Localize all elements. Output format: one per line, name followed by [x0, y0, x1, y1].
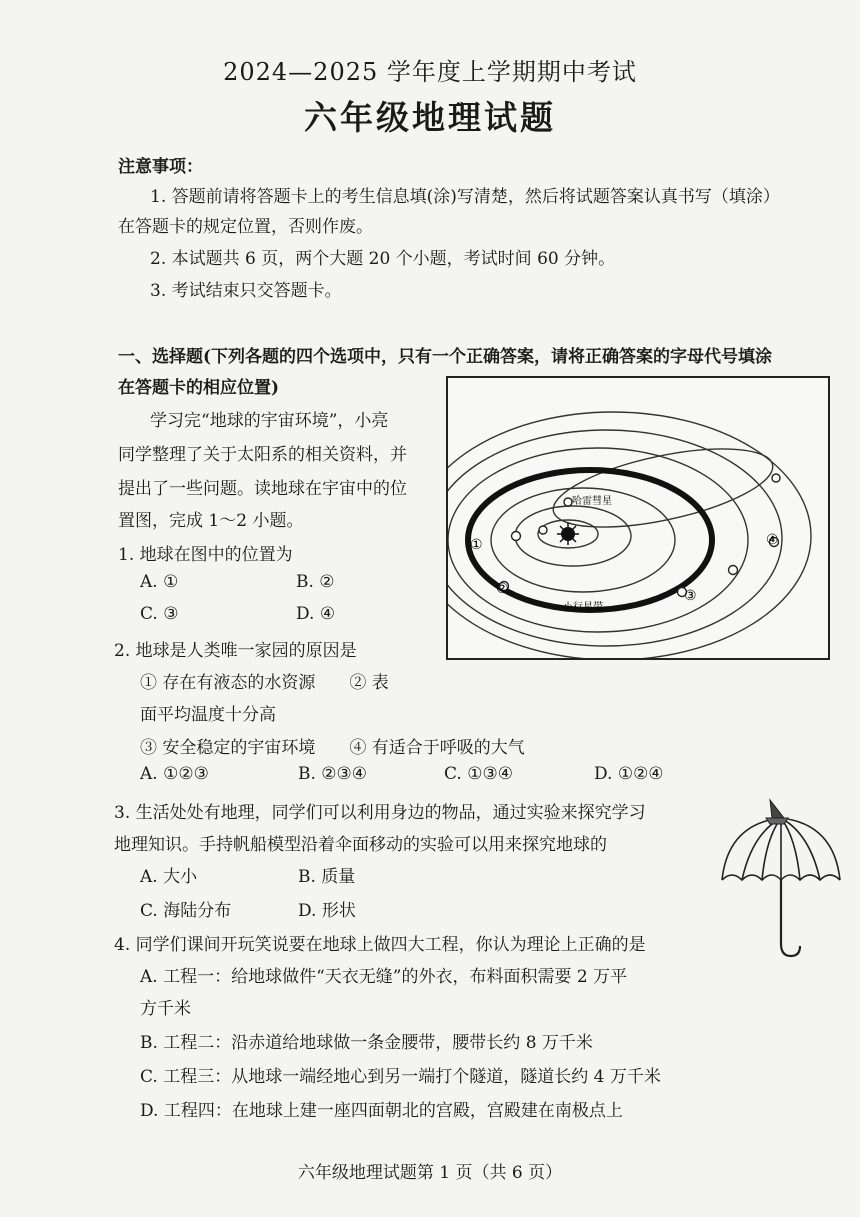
section1-heading-cont: 在答题卡的相应位置)	[118, 378, 280, 398]
planet-dot	[512, 532, 521, 541]
notice-item-2: 2. 本试题共 6 页，两个大题 20 个小题，考试时间 60 分钟。	[150, 249, 616, 269]
q2-option-b: B. ②③④	[298, 764, 368, 784]
solar-system-figure	[446, 376, 830, 660]
q3-option-c: C. 海陆分布	[140, 901, 232, 921]
marker-4: ④	[766, 532, 779, 548]
notice-heading: 注意事项：	[118, 157, 203, 177]
asteroid-belt-label: 小行星带	[563, 602, 603, 613]
comet-dot	[564, 498, 572, 506]
q4-option-a: A. 工程一：给地球做件“天衣无缝”的外衣，布料面积需要 2 万平	[140, 967, 628, 987]
notice-item-1: 1. 答题前请将答题卡上的考生信息填(涂)写清楚，然后将试题答案认真书写（填涂）	[150, 187, 780, 207]
question-3-stem: 3. 生活处处有地理，同学们可以利用身边的物品，通过实验来探究学习	[114, 803, 646, 823]
marker-1: ①	[470, 537, 483, 553]
sailboat-icon	[766, 800, 788, 824]
intro-line: 提出了一些问题。读地球在宇宙中的位	[118, 479, 407, 499]
q4-option-b: B. 工程二：沿赤道给地球做一条金腰带，腰带长约 8 万千米	[140, 1033, 593, 1053]
q4-option-d: D. 工程四：在地球上建一座四面朝北的宫殿，宫殿建在南极点上	[140, 1101, 623, 1121]
q1-option-b: B. ②	[296, 572, 335, 592]
q4-option-c: C. 工程三：从地球一端经地心到另一端打个隧道，隧道长约 4 万千米	[140, 1067, 661, 1087]
q1-option-d: D. ④	[296, 604, 336, 624]
q3-option-a: A. 大小	[140, 867, 198, 887]
planet-dot	[772, 474, 780, 482]
q2-option-d: D. ①②④	[594, 764, 664, 784]
planet-dot	[539, 526, 547, 534]
q1-option-a: A. ①	[140, 572, 179, 592]
page-footer: 六年级地理试题第 1 页（共 6 页）	[297, 1163, 563, 1183]
q2-statement-line: ① 存在有液态的水资源 ② 表	[140, 673, 389, 693]
q3-option-b: B. 质量	[298, 867, 356, 887]
notice-item-3: 3. 考试结束只交答题卡。	[150, 281, 342, 301]
question-1-stem: 1. 地球在图中的位置为	[118, 545, 293, 565]
orbit-6	[448, 430, 782, 646]
sun-icon	[557, 523, 579, 545]
umbrella-icon	[716, 794, 846, 964]
subject-title: 六年级地理试题	[304, 98, 556, 137]
umbrella-illustration	[716, 794, 846, 964]
intro-line: 置图，完成 1～2 小题。	[118, 511, 304, 531]
question-4-stem: 4. 同学们课间开玩笑说要在地球上做四大工程，你认为理论上正确的是	[114, 935, 646, 955]
q2-option-c: C. ①③④	[444, 764, 513, 784]
solar-system-diagram	[448, 378, 828, 658]
section1-heading: 一、选择题(下列各题的四个选项中，只有一个正确答案，请将正确答案的字母代号填涂	[118, 347, 773, 367]
q2-statement-line: ③ 安全稳定的宇宙环境 ④ 有适合于呼吸的大气	[140, 738, 525, 758]
exam-title: 2024—2025 学年度上学期期中考试	[223, 58, 637, 86]
q4-option-a-cont: 方千米	[140, 999, 191, 1019]
comet-label: 哈雷彗星	[572, 496, 612, 507]
q1-option-c: C. ③	[140, 604, 179, 624]
orbit-7	[448, 412, 811, 658]
q2-statement-line: 面平均温度十分高	[140, 705, 276, 725]
marker-3: ③	[684, 588, 697, 604]
intro-line: 同学整理了关于太阳系的相关资料，并	[118, 445, 407, 465]
planet-dot	[729, 566, 738, 575]
question-3-stem-cont: 地理知识。手持帆船模型沿着伞面移动的实验可以用来探究地球的	[114, 835, 607, 855]
q3-option-d: D. 形状	[298, 901, 356, 921]
question-2-stem: 2. 地球是人类唯一家园的原因是	[114, 641, 357, 661]
intro-line: 学习完“地球的宇宙环境”，小亮	[150, 411, 389, 431]
marker-2: ②	[496, 581, 509, 597]
notice-item-1-cont: 在答题卡的规定位置，否则作废。	[118, 217, 373, 237]
q2-option-a: A. ①②③	[140, 764, 209, 784]
